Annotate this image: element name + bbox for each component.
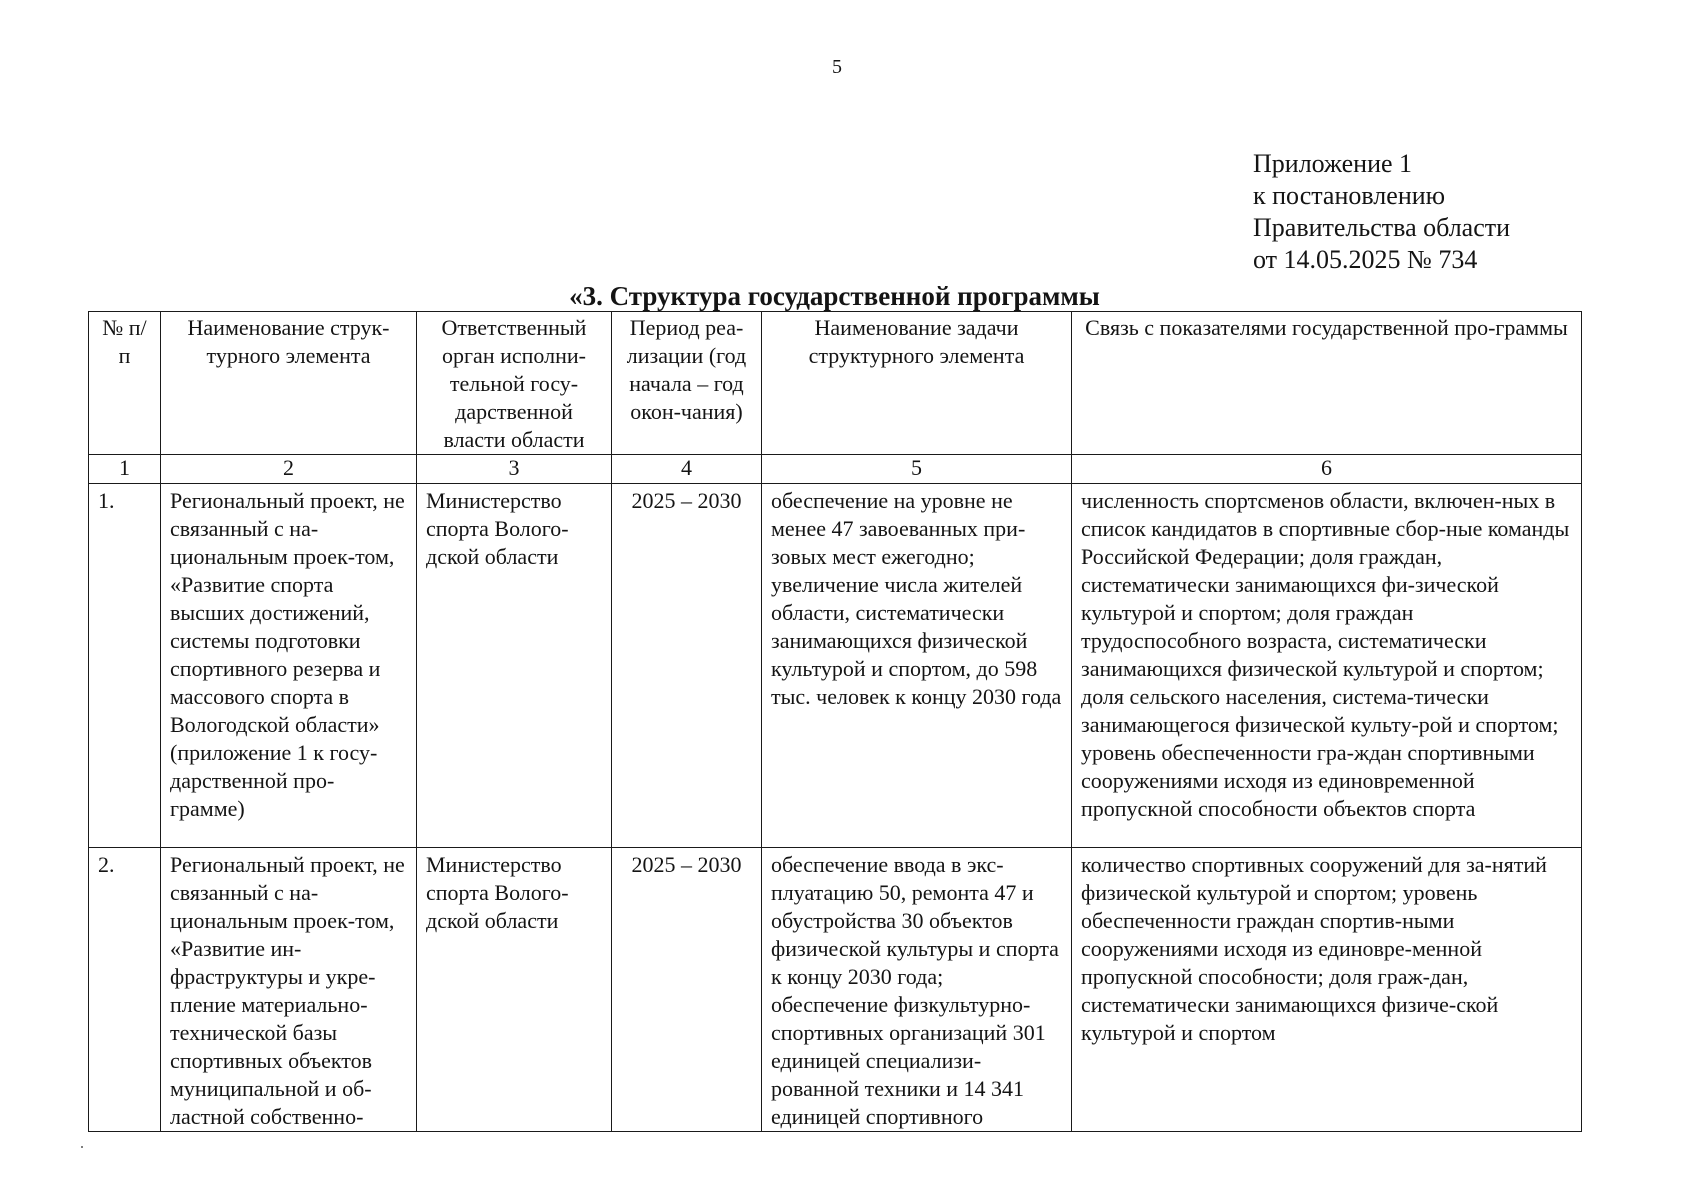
column-number: 5 [762,455,1072,484]
indicators-cell: численность спортсменов области, включен-ных в список кандидатов в спортивные сбор-ные команды Российской Федерации; доля граждан, систематически занимающихся фи-зической культурой и спортом; доля граждан трудоспособного возраста, систематически занимающихся физической культурой и спортом; доля сельского населения, система-тически занимающегося физической культу-рой и спортом; уровень обеспеченности гра-ждан спортивными сооружениями исходя из единовременной пропускной способности объектов спорта [1072,484,1582,848]
document-title: «3. Структура государственной программы [569,281,1100,311]
scan-speck [81,1146,83,1148]
appendix-line: Приложение 1 [1253,149,1413,178]
page-number: 5 [832,56,842,78]
header-cell-indicators: Связь с показателями государственной про-граммы [1072,312,1582,455]
appendix-line: к постановлению [1253,181,1446,210]
header-cell-responsible-body: Ответственный орган исполни-тельной госу-дарственной власти области [417,312,612,455]
program-structure-table [88,311,1582,1132]
header-cell-element-name: Наименование струк-турного элемента [161,312,417,455]
row-number: 1. [89,484,161,848]
column-number: 1 [89,455,161,484]
row-number: 2. [89,848,161,1132]
appendix-block [1253,148,1510,276]
task-cell: обеспечение ввода в экс-плуатацию 50, ремонта 47 и обустройства 30 объектов физической культуры и спорта к концу 2030 года; обеспечение физкультурно-спортивных организаций 301 единицей специализи-рованной техники и 14 341 единицей спортивного [762,848,1072,1132]
responsible-body-cell: Министерство спорта Волого-дской области [417,484,612,848]
period-cell: 2025 – 2030 [612,848,762,1132]
element-name-cell: Региональный проект, не связанный с на-циональным проек-том, «Развитие спорта высших достижений, системы подготовки спортивного резерва и массового спорта в Вологодской области» (приложение 1 к госу-дарственной про-грамме) [161,484,417,848]
column-number: 6 [1072,455,1582,484]
period-cell: 2025 – 2030 [612,484,762,848]
appendix-line: Правительства области [1253,213,1511,242]
task-cell: обеспечение на уровне не менее 47 завоеванных при-зовых мест ежегодно; увеличение числа жителей области, систематически занимающихся физической культурой и спортом, до 598 тыс. человек к концу 2030 года [762,484,1072,848]
appendix-line: от 14.05.2025 № 734 [1253,245,1478,274]
header-cell-task: Наименование задачи структурного элемента [762,312,1072,455]
responsible-body-cell: Министерство спорта Волого-дской области [417,848,612,1132]
column-number: 2 [161,455,417,484]
table-row [89,484,1582,848]
element-name-cell: Региональный проект, не связанный с на-циональным проек-том, «Развитие ин-фраструктуры и укре-пление материально-технической базы спортивных объектов муниципальной и об-ластной собственно- [161,848,417,1132]
column-number-row [89,455,1582,484]
column-number: 3 [417,455,612,484]
header-cell-number: № п/п [89,312,161,455]
indicators-cell: количество спортивных сооружений для за-нятий физической культурой и спортом; уровень обеспеченности граждан спортив-ными сооружениями исходя из единовре-менной пропускной способности; доля граж-дан, систематически занимающихся физиче-ской культурой и спортом [1072,848,1582,1132]
table-header-row [89,312,1582,455]
column-number: 4 [612,455,762,484]
header-cell-period: Период реа-лизации (год начала – год окон-чания) [612,312,762,455]
table-row [89,848,1582,1132]
